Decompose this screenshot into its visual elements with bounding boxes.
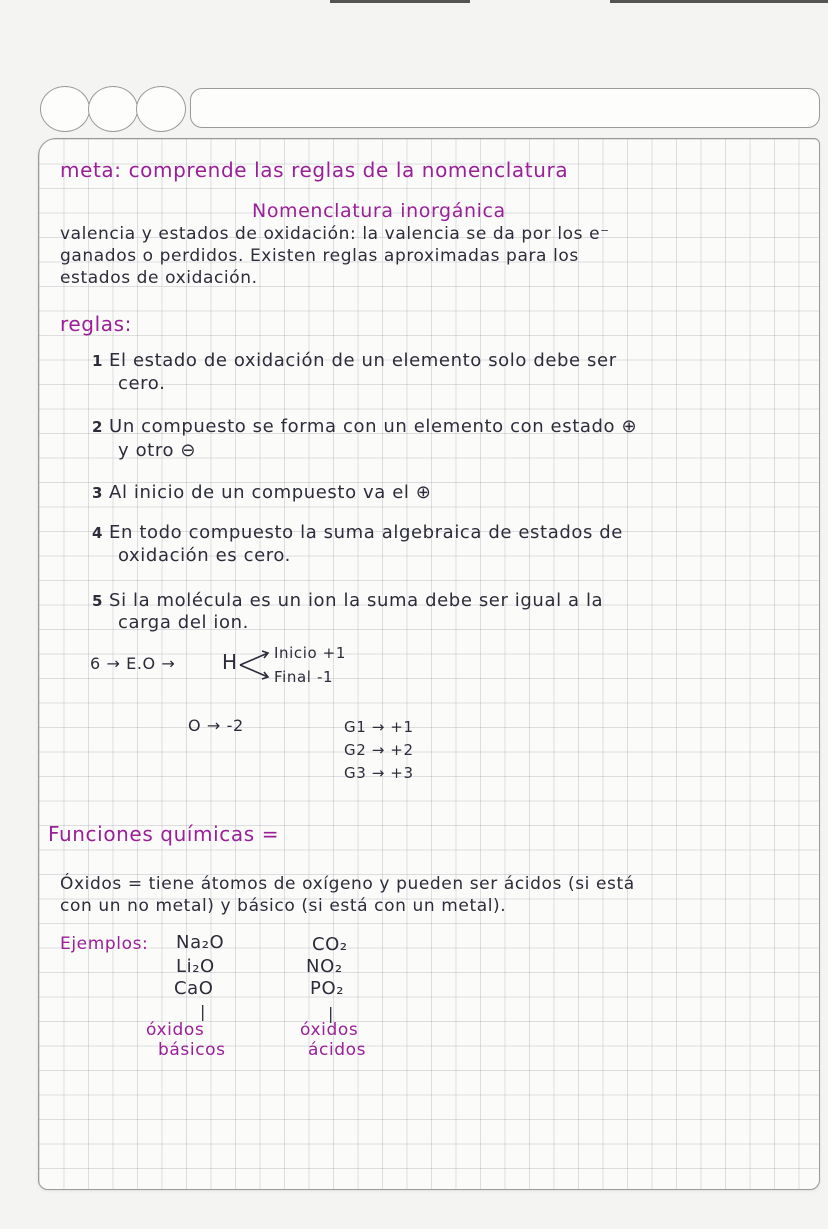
rule-4-cont: oxidación es cero. (118, 545, 291, 566)
basic-oxide-3: CaO (174, 978, 214, 999)
rule-2-cont: y otro ⊖ (118, 440, 197, 461)
basic-oxides-label-1: óxidos (146, 1020, 205, 1040)
basic-tick: | (200, 1002, 206, 1021)
rule-3 (92, 482, 432, 503)
basic-oxides-label-2: básicos (158, 1040, 226, 1060)
rule-text: Al inicio de un compuesto va el ⊕ (109, 482, 432, 503)
intro-line-1: valencia y estados de oxidación: la valencia se da por los e⁻ (60, 224, 610, 244)
rule-number: 5 (92, 592, 104, 610)
rule-5 (92, 590, 603, 611)
acid-oxide-3: PO₂ (310, 978, 345, 999)
rule-5-cont: carga del ion. (118, 612, 249, 633)
top-edge-line (0, 0, 828, 3)
rule-text: En todo compuesto la suma algebraica de estados de (109, 522, 623, 543)
header-title-box (190, 88, 820, 128)
rule-text: El estado de oxidación de un elemento solo debe ser (109, 350, 617, 371)
rule-2 (92, 416, 637, 437)
group-1-state: G1 → +1 (344, 718, 414, 736)
header-circle-2 (88, 86, 138, 132)
rule-number: 4 (92, 524, 104, 542)
rules-heading: reglas: (60, 312, 132, 336)
oxides-line-2: con un no metal) y básico (si está con un metal). (60, 896, 507, 916)
basic-oxide-1: Na₂O (176, 932, 225, 953)
acid-oxides-label-2: ácidos (308, 1040, 367, 1060)
acid-oxide-1: CO₂ (312, 934, 348, 955)
examples-label: Ejemplos: (60, 934, 149, 954)
acid-tick: | (328, 1004, 334, 1023)
oxides-line-1: Óxidos = tiene átomos de oxígeno y pueden ser ácidos (si está (60, 874, 635, 894)
intro-line-2: ganados o perdidos. Existen reglas aproximadas para los (60, 246, 579, 266)
branch-top: Inicio +1 (274, 644, 346, 662)
intro-line-3: estados de oxidación. (60, 268, 258, 288)
acid-oxide-2: NO₂ (306, 956, 343, 977)
rule-1 (92, 350, 617, 371)
diagram-left: 6 → E.O → (90, 654, 176, 673)
diagram-hydrogen: H (222, 650, 238, 674)
page-header (40, 86, 820, 130)
rule-number: 2 (92, 418, 104, 436)
rule-4 (92, 522, 623, 543)
rule-number: 1 (92, 352, 104, 370)
group-2-state: G2 → +2 (344, 741, 414, 759)
rule-text: Si la molécula es un ion la suma debe ser igual a la (109, 590, 604, 611)
header-circle-1 (40, 86, 90, 132)
basic-oxide-2: Li₂O (176, 956, 215, 977)
rule-number: 3 (92, 484, 104, 502)
oxygen-state: O → -2 (188, 716, 244, 735)
rule-1-cont: cero. (118, 373, 166, 394)
functions-heading: Funciones químicas = (48, 822, 280, 846)
acid-oxides-label-1: óxidos (300, 1020, 359, 1040)
branch-arrows-icon (238, 648, 272, 682)
branch-bottom: Final -1 (274, 668, 334, 686)
header-circle-3 (136, 86, 186, 132)
section-subtitle: Nomenclatura inorgánica (252, 200, 506, 222)
rule-text: Un compuesto se forma con un elemento con estado ⊕ (109, 416, 638, 437)
group-3-state: G3 → +3 (344, 764, 414, 782)
page-title: meta: comprende las reglas de la nomenclatura (60, 158, 569, 182)
